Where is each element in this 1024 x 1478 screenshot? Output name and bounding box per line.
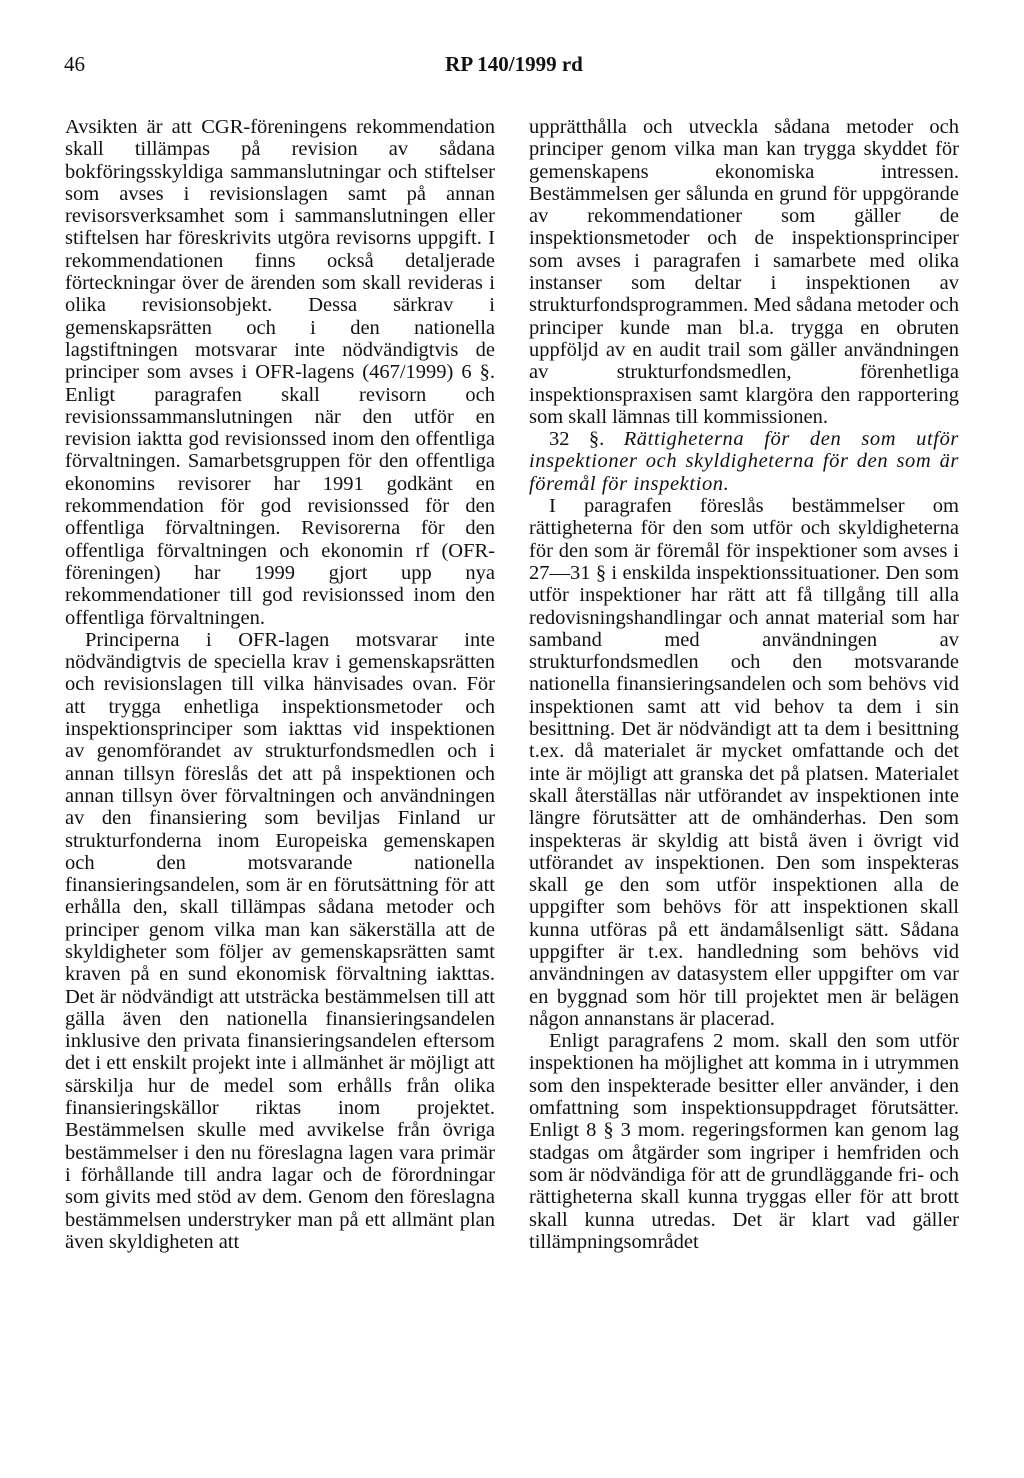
right-paragraph-2: I paragrafen föreslås bestämmelser om rättigheterna för den som utför och skyldigheterna för den som är föremål för inspektioner som avses i 27—31 § i enskilda inspektionssituationer. Den som utför inspektioner har rätt att få tillgång till alla redovisningshandlingar och annat material som har samband med användningen av strukturfondsmedlen och den motsvarande nationella finansieringsandelen och som behövs vid inspektionen samt att vid behov ta dem i sin besittning. Det är nödvändigt att ta dem i besittning t.ex. då materialet är mycket omfattande och det inte är möjligt att granska det på platsen. Materialet skall återställas när utförandet av inspektionen inte längre förutsätter att de omhänderhas. Den som inspekteras är skyldig att bistå även i övrigt vid utförandet av inspektionen. Den som inspekteras skall ge den som utför inspektionen alla de uppgifter som behövs för att inspektionen skall kunna utföras på ett ändamålsenligt sätt. Sådana uppgifter är t.ex. handledning som behövs vid användningen av datasystem eller uppgifter om var en byggnad som hör till projektet men är belägen någon annanstans är placerad. bbox=[529, 495, 959, 1030]
right-column bbox=[529, 116, 959, 1253]
page-header bbox=[64, 52, 964, 82]
right-paragraph-1: upprätthålla och utveckla sådana metoder och principer genom vilka man kan trygga skyddet för gemenskapens ekonomiska intressen. Bestämmelsen ger sålunda en grund för uppgörande av rekommendationer som gäller de inspektionsmetoder och de inspektionsprinciper som avses i paragrafen i samarbete med olika instanser som deltar i inspektionen av strukturfondsprogrammen. Med sådana metoder och principer kunde man bl.a. trygga en obruten uppföljd av en audit trail som gäller användningen av strukturfondsmedlen, förenhetliga inspektionspraxisen samt klargöra den rapportering som skall lämnas till kommissionen. bbox=[529, 116, 959, 428]
section-heading bbox=[529, 428, 959, 495]
section-number: 32 §. bbox=[549, 428, 605, 451]
left-paragraph-1: Avsikten är att CGR-föreningens rekommendation skall tillämpas på revision av sådana bokföringsskyldiga sammanslutningar och stiftelser som avses i revisionslagen samt på annan revisorsverksamhet som i sammanslutningen eller stiftelsen har föreskrivits utgöra revisorns uppgift. I rekommendationen finns också detaljerade förteckningar över de ärenden som skall revideras i olika revisionsobjekt. Dessa särkrav i gemenskapsrätten och i den nationella lagstiftningen motsvarar inte nödvändigtvis de principer som avses i OFR-lagens (467/1999) 6 §. Enligt paragrafen skall revisorn och revisionssammanslutningen när den utför en revision iaktta god revisionssed inom den offentliga förvaltningen. Samarbetsgruppen för den offentliga ekonomins revisorer har 1991 godkänt en rekommendation för god revisionssed för den offentliga förvaltningen. Revisorerna för den offentliga förvaltningen och ekonomin rf (OFR-föreningen) har 1999 gjort upp nya rekommendationer till god revisionssed inom den offentliga förvaltningen. bbox=[65, 116, 495, 629]
page-number: 46 bbox=[64, 52, 85, 76]
document-reference: RP 140/1999 rd bbox=[445, 52, 583, 76]
right-paragraph-3: Enligt paragrafens 2 mom. skall den som utför inspektionen ha möjlighet att komma in i utrymmen som den inspekterade besitter eller använder, i den omfattning som inspektionsuppdraget förutsätter. Enligt 8 § 3 mom. regeringsformen kan genom lag stadgas om åtgärder som ingriper i hemfriden och som är nödvändiga för att de grundläggande fri- och rättigheterna skall kunna tryggas eller för att brott skall kunna utredas. Det är klart vad gäller tillämpningsområdet bbox=[529, 1030, 959, 1253]
left-paragraph-2: Principerna i OFR-lagen motsvarar inte nödvändigtvis de speciella krav i gemenskapsrätten och revisionslagen till vilka hänvisades ovan. För att trygga enhetliga inspektionsmetoder och inspektionsprinciper som iakttas vid inspektionen av genomförandet av strukturfondsmedlen och i annan tillsyn föreslås det att på inspektionen och annan tillsyn över förvaltningen och användningen av den finansiering som beviljas Finland ur strukturfonderna inom Europeiska gemenskapen och den motsvarande nationella finansieringsandelen, som är en förutsättning för att erhålla den, skall tillämpas sådana metoder och principer genom vilka man kan säkerställa att de skyldigheter som följer av gemenskapsrätten samt kraven på en sund ekonomisk förvaltning iakttas. Det är nödvändigt att utsträcka bestämmelsen till att gälla även den nationella finansieringsandelen inklusive den privata finansieringsandelen eftersom det i ett enskilt projekt inte i allmänhet är möjligt att särskilja hur de medel som erhålls från olika finansieringskällor riktas inom projektet. Bestämmelsen skulle med avvikelse från övriga bestämmelser i den nu föreslagna lagen vara primär i förhållande till andra lagar och de förordningar som givits med stöd av dem. Genom den föreslagna bestämmelsen understryker man på ett allmänt plan även skyldigheten att bbox=[65, 628, 495, 1253]
left-column bbox=[65, 116, 495, 1253]
section-title: Rättigheterna för den som utför inspektioner och skyldigheterna för den som är föremål för inspektion. bbox=[529, 428, 960, 495]
